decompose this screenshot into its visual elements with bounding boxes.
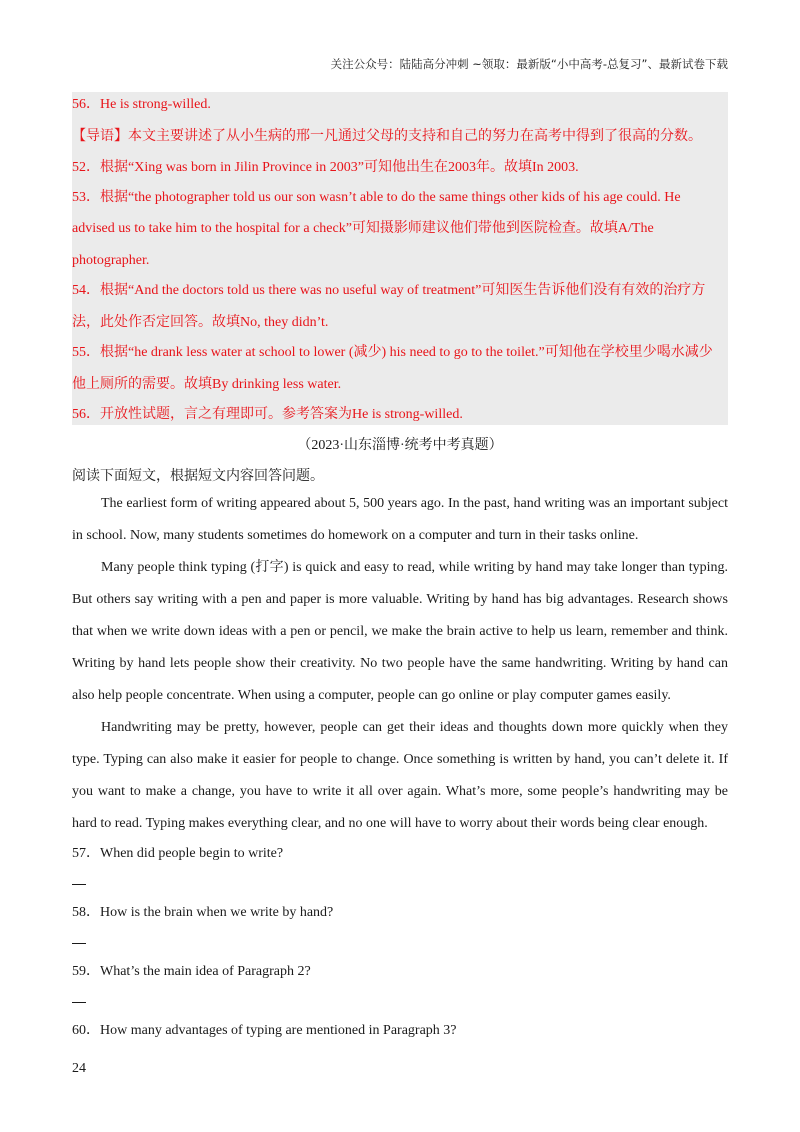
question-58: 58．How is the brain when we write by hand? [72, 905, 334, 920]
answer-key-box [72, 92, 728, 425]
answer-line: 53．根据“the photographer told us our son wasn’t able to do the same things other kids of his age could. He [72, 190, 681, 205]
answer-blank [72, 884, 86, 885]
answer-blank [72, 1002, 86, 1003]
answer-line: 52．根据“Xing was born in Jilin Province in 2003”可知他出生在2003年。故填In 2003. [72, 160, 579, 175]
answer-blank [72, 943, 86, 944]
instruction: 阅读下面短文，根据短文内容回答问题。 [72, 469, 324, 484]
answer-line: 【导语】本文主要讲述了从小生病的邢一凡通过父母的支持和自己的努力在高考中得到了很高的分数。 [72, 129, 702, 144]
answer-line: 56．开放性试题，言之有理即可。参考答案为He is strong-willed. [72, 407, 463, 422]
page-number: 24 [72, 1061, 86, 1076]
answer-line: 55．根据“he drank less water at school to lower (减少) his need to go to the toilet.”可知他在学校里少喝水减少 [72, 345, 713, 360]
header-note: 关注公众号：陆陆高分冲刺 ~领取：最新版“小中高考-总复习”、最新试卷下载 [330, 57, 728, 71]
answer-line: 他上厕所的需要。故填By drinking less water. [72, 377, 342, 392]
answer-line: photographer. [72, 253, 150, 268]
answer-line: 56．He is strong-willed. [72, 97, 211, 112]
answer-line: 法，此处作否定回答。故填No, they didn’t. [72, 315, 329, 330]
answer-line: 54．根据“And the doctors told us there was no useful way of treatment”可知医生告诉他们没有有效的治疗方 [72, 283, 706, 298]
answer-line: advised us to take him to the hospital for a check”可知摄影师建议他们带他到医院检查。故填A/The [72, 221, 654, 236]
question-57: 57．When did people begin to write? [72, 846, 284, 861]
passage-paragraph: The earliest form of writing appeared about 5, 500 years ago. In the past, hand writing was an important subject in school. Now, many students sometimes do homework on a computer and turn in their tasks online. [72, 496, 728, 543]
question-59: 59．What’s the main idea of Paragraph 2? [72, 964, 311, 979]
passage-paragraph: Many people think typing (打字) is quick and easy to read, while writing by hand may take longer than typing. But others say writing with a pen and paper is more valuable. Writing by hand has big advantages. Research shows that when we write down ideas with a pen or pencil, we make the brain active to help us learn, remember and think. Writing by hand lets people show their creativity. No two people have the same handwriting. Writing by hand can also help people concentrate. When using a computer, people can go online or play computer games easily. [72, 560, 728, 703]
question-60: 60．How many advantages of typing are mentioned in Paragraph 3? [72, 1023, 457, 1038]
reading-passage [72, 488, 728, 840]
exam-source: （2023·山东淄博·统考中考真题） [297, 438, 503, 453]
passage-paragraph: Handwriting may be pretty, however, people can get their ideas and thoughts down more quickly when they type. Typing can also make it easier for people to change. Once something is written by hand, you can’t delete it. If you want to make a change, you have to write it all over again. What’s more, some people’s handwriting may be hard to read. Typing makes everything clear, and no one will have to worry about their words being clear enough. [72, 720, 728, 831]
